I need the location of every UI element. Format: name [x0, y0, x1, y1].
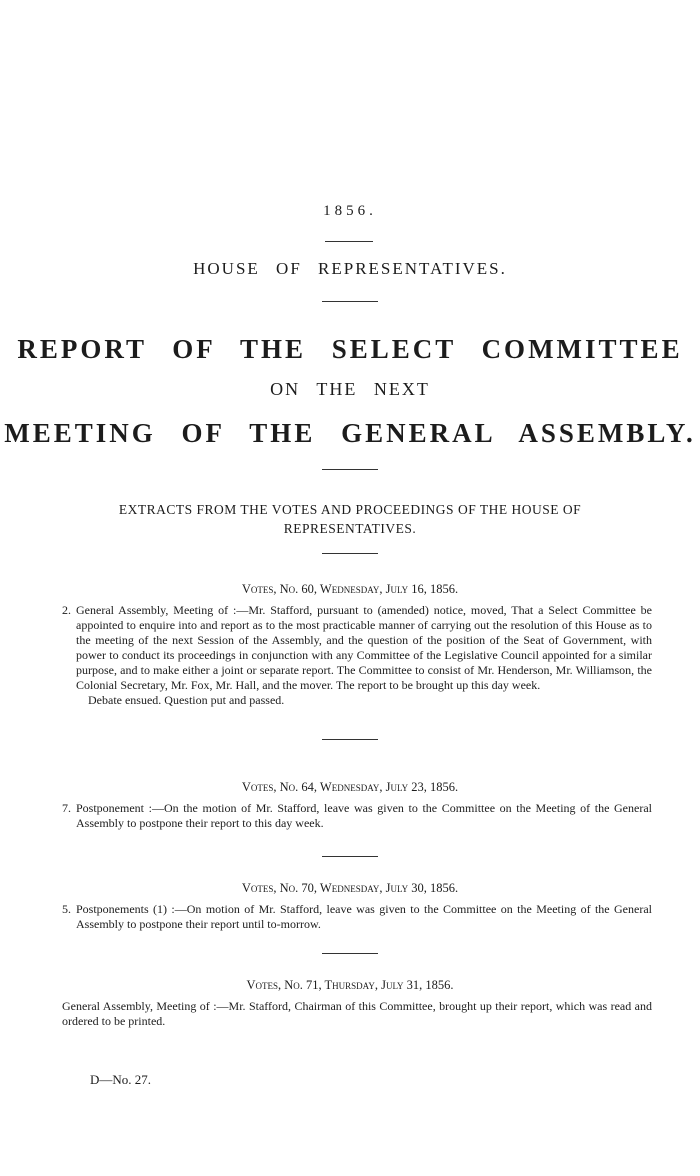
votes-reference: Votes, No. 71, Thursday, July 31, 1856. — [246, 978, 454, 992]
votes-reference: Votes, No. 64, Wednesday, July 23, 1856. — [241, 780, 459, 794]
entry-number: 2. — [62, 603, 71, 617]
entry-text: General Assembly, Meeting of :—Mr. Stafford, Chairman of this Committee, brought up their report, which was read and ordered to be printed. — [62, 999, 652, 1028]
house-heading: HOUSE OF REPRESENTATIVES. — [193, 259, 507, 278]
divider — [325, 241, 373, 242]
entry-text: General Assembly, Meeting of :—Mr. Stafford, pursuant to (amended) notice, moved, That a Select Committee be appointed to enquire into and report as to the most practicable manner of carrying out the resolution of this House as to the meeting of the next Session of the Assembly, and the question of the position of the Seat of Government, with power to conduct its proceedings in conjunction with any Committee of the Legislative Council appointed for a similar purpose, and to make either a joint or separate report. The Committee to consist of Mr. Henderson, Mr. Williamson, the Colonial Secretary, Mr. Fox, Mr. Hall, and the mover. The report to be brought up this day week. — [76, 603, 652, 692]
votes-reference: Votes, No. 60, Wednesday, July 16, 1856. — [241, 582, 459, 596]
document-reference: D—No. 27. — [90, 1072, 152, 1087]
document-year: 1856. — [323, 203, 377, 219]
divider — [322, 953, 378, 954]
divider — [322, 553, 378, 554]
divider — [322, 469, 378, 470]
entry-number: 5. — [62, 902, 71, 916]
entry-text: Postponement :—On the motion of Mr. Stafford, leave was given to the Committee on the Meeting of the General Assembly to postpone their report to this day week. — [76, 801, 652, 830]
entry-text: Postponements (1) :—On motion of Mr. Stafford, leave was given to the Committee on the Meeting of the General Assembly to postpone their report until to-morrow. — [76, 902, 652, 931]
proceeding-entry — [62, 801, 652, 831]
entry-number: 7. — [62, 801, 71, 815]
entry-extra: Debate ensued. Question put and passed. — [88, 693, 285, 707]
divider — [322, 856, 378, 857]
proceeding-entry — [62, 999, 652, 1029]
report-title-line-3: MEETING OF THE GENERAL ASSEMBLY. — [4, 418, 696, 448]
proceeding-entry — [62, 603, 652, 708]
divider — [322, 301, 378, 302]
report-title-line-2: ON THE NEXT — [270, 379, 430, 399]
extracts-heading: EXTRACTS FROM THE VOTES AND PROCEEDINGS OF THE HOUSE OF REPRESENTATIVES. — [118, 502, 582, 536]
report-title-line-1: REPORT OF THE SELECT COMMITTEE — [17, 334, 683, 364]
divider — [322, 739, 378, 740]
proceeding-entry — [62, 902, 652, 932]
votes-reference: Votes, No. 70, Wednesday, July 30, 1856. — [241, 881, 459, 895]
